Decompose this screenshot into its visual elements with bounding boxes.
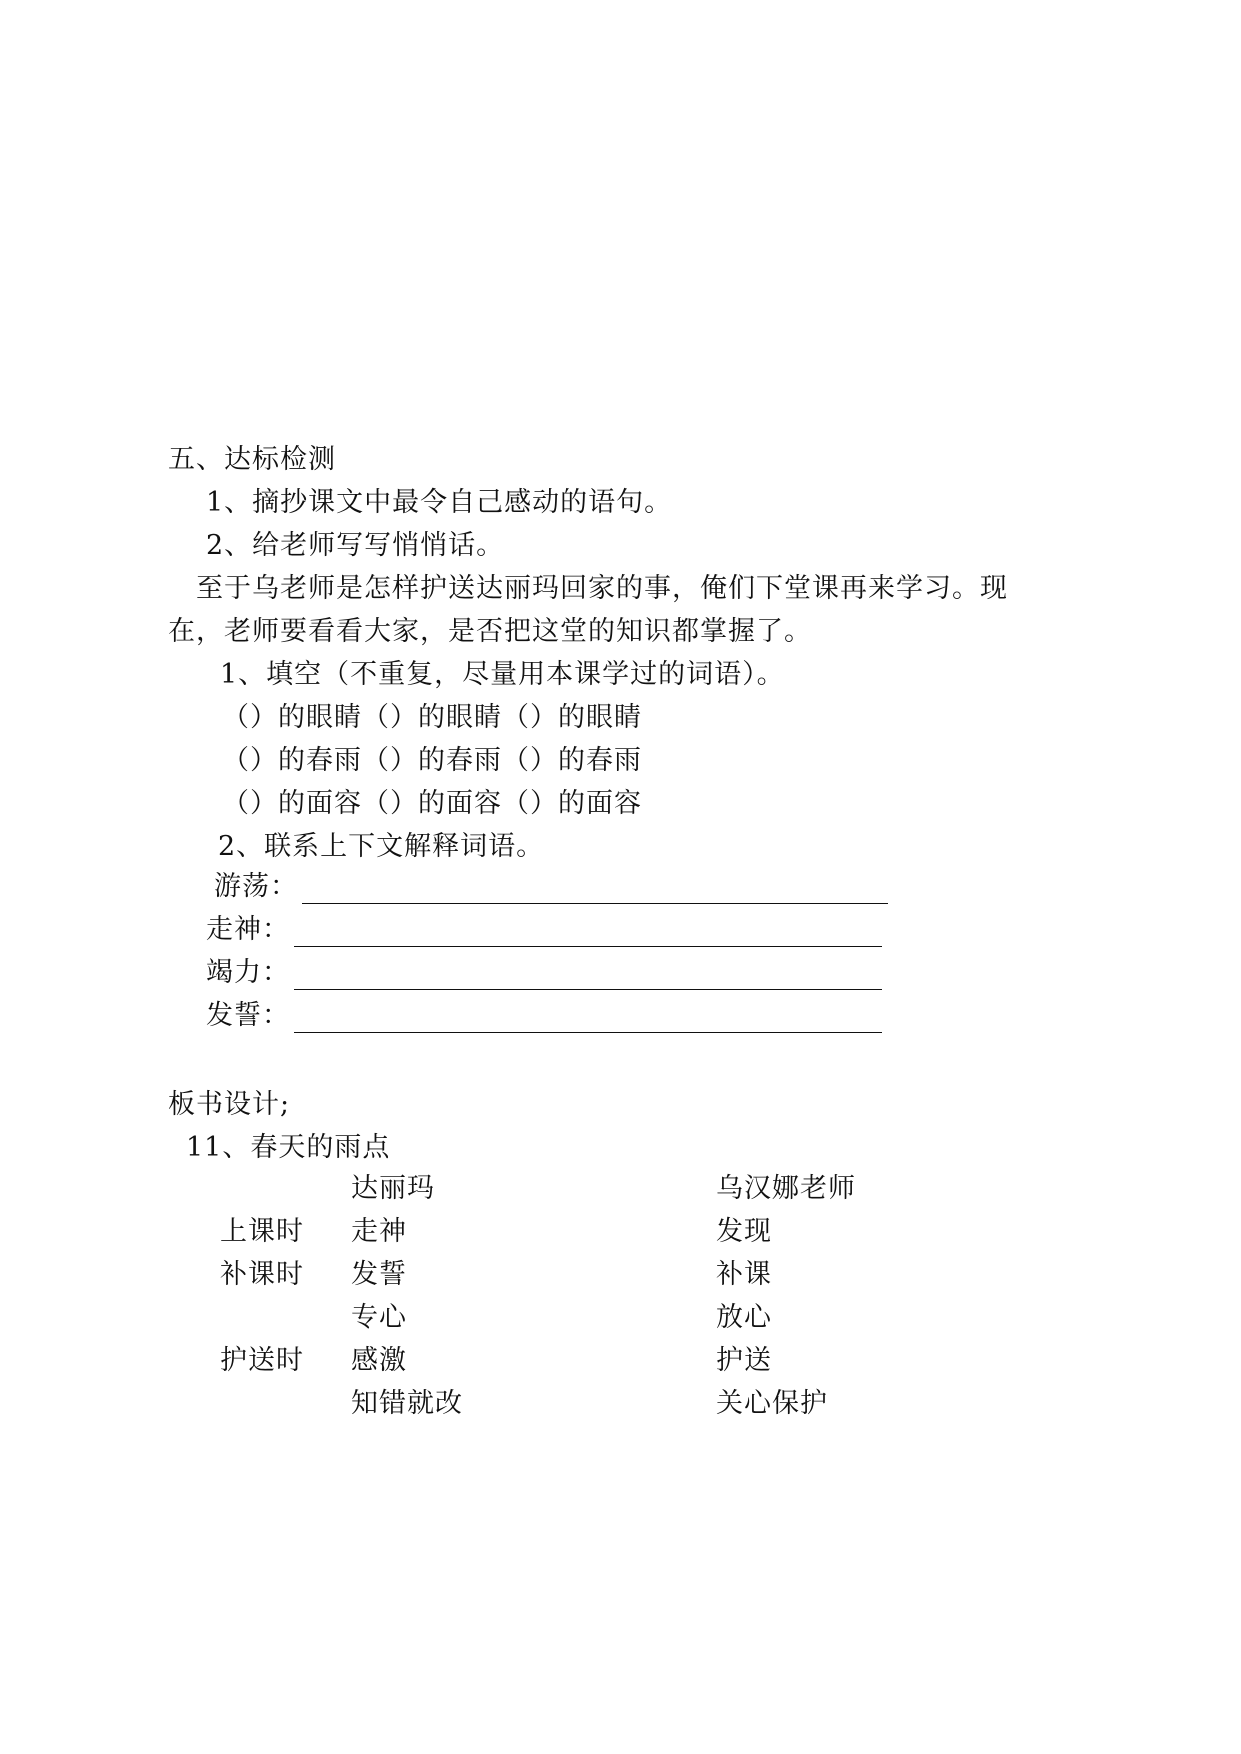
term-label: 发誓： [206, 1000, 290, 1031]
board-heading: 板书设计; [168, 1089, 291, 1120]
board-student: 发誓 [351, 1259, 407, 1290]
board-teacher: 护送 [716, 1345, 772, 1376]
task-item-2: 2、给老师写写悄悄话。 [206, 530, 505, 561]
board-stage: 护送时 [220, 1345, 304, 1376]
task-item-1: 1、摘抄课文中最令自己感动的语句。 [206, 487, 673, 518]
board-student: 感激 [351, 1345, 407, 1376]
term-row-jieli [206, 956, 882, 990]
term-label: 走神： [206, 914, 290, 945]
term-row-zoushen [206, 913, 882, 947]
board-student: 走神 [351, 1216, 407, 1247]
fill-row-spring-rain: （）的春雨（）的春雨（）的春雨 [222, 745, 642, 776]
paragraph-line-1: 至于乌老师是怎样护送达丽玛回家的事，俺们下堂课再来学习。现 [196, 573, 1008, 604]
answer-line [294, 918, 882, 947]
board-stage: 补课时 [220, 1259, 304, 1290]
board-teacher-header: 乌汉娜老师 [716, 1173, 856, 1204]
question-1: 1、填空（不重复，尽量用本课学过的词语）。 [220, 659, 785, 690]
board-teacher: 补课 [716, 1259, 772, 1290]
term-row-youdang [214, 870, 888, 904]
board-teacher: 发现 [716, 1216, 772, 1247]
board-student: 专心 [351, 1302, 407, 1333]
lesson-title: 11、春天的雨点 [186, 1132, 391, 1163]
answer-line [294, 1004, 882, 1033]
term-label: 游荡： [214, 871, 298, 902]
question-2: 2、联系上下文解释词语。 [218, 831, 545, 862]
paragraph-line-2: 在，老师要看看大家，是否把这堂的知识都掌握了。 [168, 616, 812, 647]
answer-line [302, 875, 888, 904]
fill-row-eyes: （）的眼睛（）的眼睛（）的眼睛 [222, 702, 642, 733]
fill-row-face: （）的面容（）的面容（）的面容 [222, 788, 642, 819]
answer-line [294, 961, 882, 990]
board-teacher: 放心 [716, 1302, 772, 1333]
section-heading: 五、达标检测 [168, 444, 336, 475]
board-teacher: 关心保护 [716, 1388, 828, 1419]
board-student-header: 达丽玛 [351, 1173, 435, 1204]
term-label: 竭力： [206, 957, 290, 988]
board-stage: 上课时 [220, 1216, 304, 1247]
term-row-fashi [206, 999, 882, 1033]
board-student: 知错就改 [351, 1388, 463, 1419]
